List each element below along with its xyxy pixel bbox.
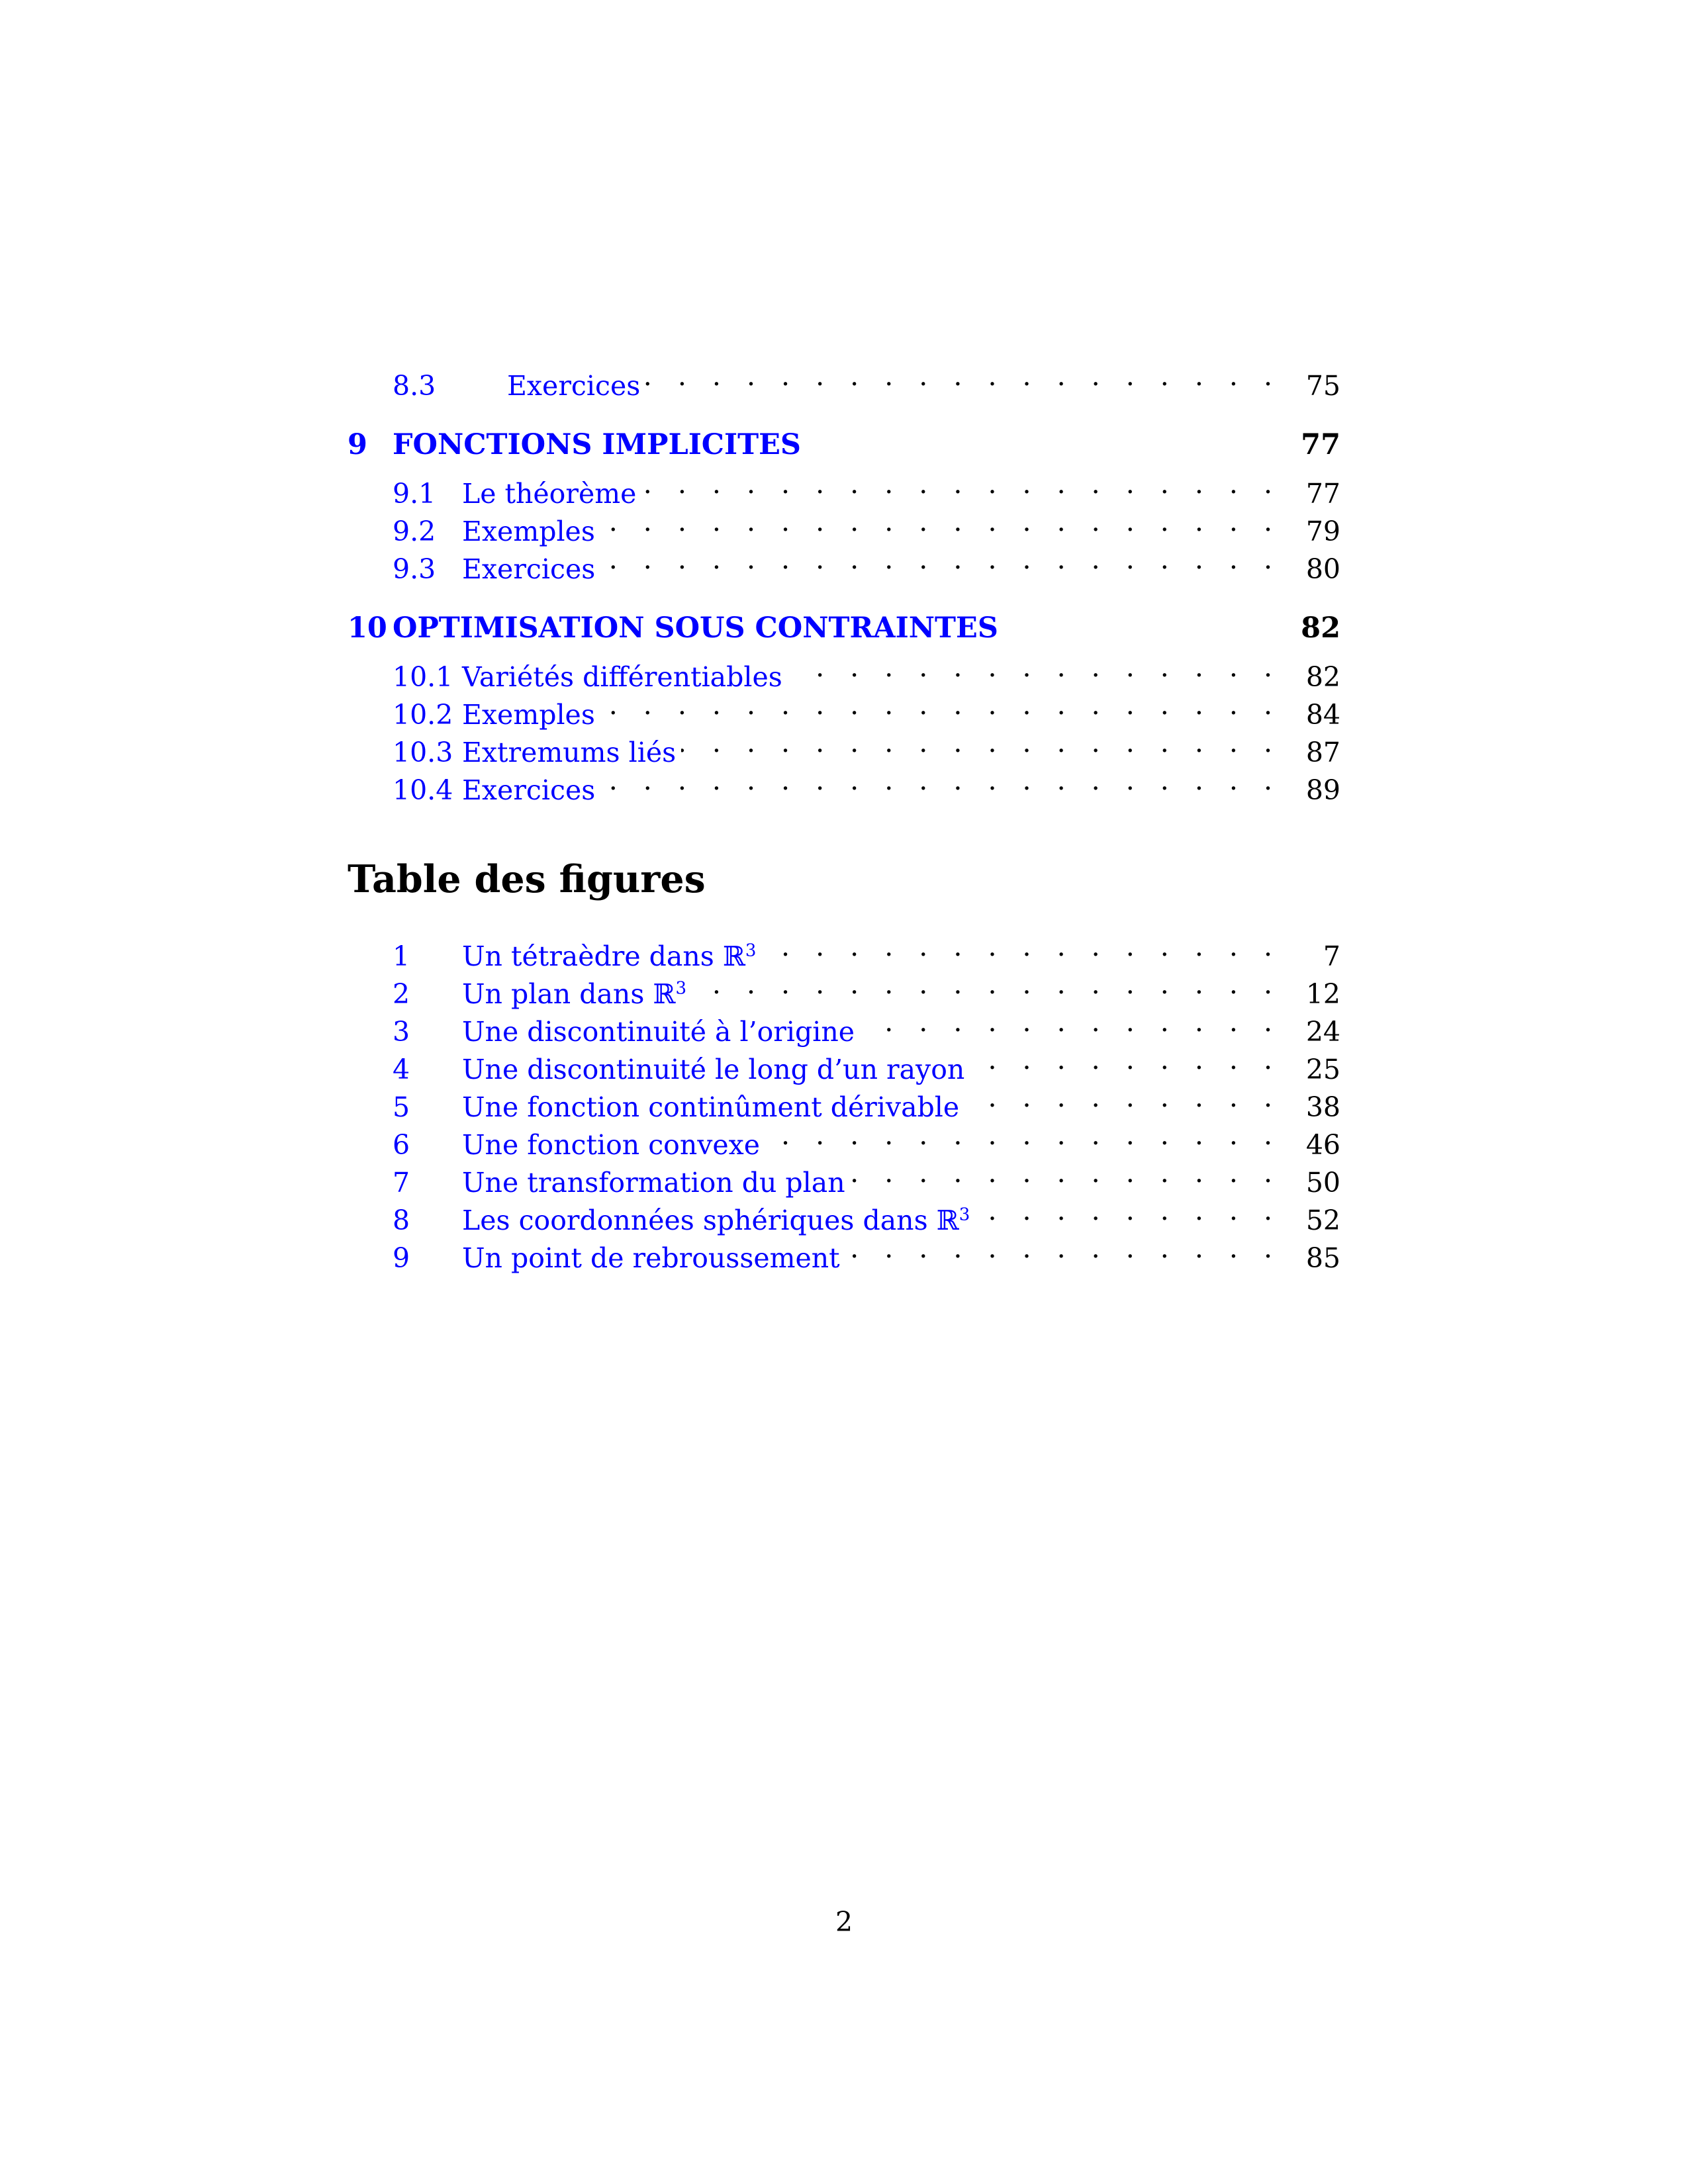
toc-entry-title[interactable]: Exemples (462, 513, 600, 551)
toc-entry-number: 10.2 (393, 699, 453, 731)
dot-leader (860, 1003, 1281, 1041)
toc-entry-number: 10.4 (393, 774, 453, 806)
dot-leader (761, 928, 1281, 966)
chapter-title[interactable]: OPTIMISATION SOUS CONTRAINTES (393, 612, 998, 645)
toc-entry-title[interactable]: Exercices (507, 367, 645, 405)
figure-title[interactable] (462, 938, 761, 976)
figure-number: 3 (393, 1016, 410, 1048)
toc-entry-9-1[interactable] (348, 465, 1340, 510)
toc-entry-page: 77 (1305, 478, 1340, 510)
toc-entry-title[interactable]: Variétés différentiables (462, 659, 788, 696)
dot-leader (851, 1154, 1281, 1192)
dot-leader (645, 357, 1281, 395)
toc-entry-10-1[interactable] (348, 649, 1340, 693)
chapter-number: 10 (348, 612, 387, 645)
toc-entry-8-3[interactable] (348, 357, 1340, 402)
toc-chapter-9[interactable] (348, 424, 1340, 465)
chapter-title[interactable]: FONCTIONS IMPLICITES (393, 428, 801, 461)
toc-entry-number: 9.1 (393, 478, 436, 510)
figure-number: 4 (393, 1054, 410, 1085)
toc-entry-title[interactable]: Exercices (462, 772, 600, 809)
dot-leader (641, 465, 1281, 503)
figure-page: 50 (1305, 1167, 1340, 1199)
figures-heading: Table des figures (348, 857, 706, 901)
toc-entry-page: 89 (1305, 774, 1340, 806)
figure-title-superscript: 3 (745, 940, 757, 961)
figure-page: 7 (1323, 940, 1340, 972)
toc-entry-page: 82 (1305, 661, 1340, 693)
figure-page: 52 (1305, 1205, 1340, 1236)
figure-number: 6 (393, 1129, 410, 1161)
toc-entry-page: 87 (1305, 737, 1340, 768)
dot-leader (600, 503, 1281, 541)
dot-leader (788, 649, 1281, 686)
dot-leader (600, 762, 1281, 799)
toc-entry-number: 8.3 (393, 370, 436, 402)
figure-title[interactable] (462, 1051, 970, 1089)
toc-entry-page: 84 (1305, 699, 1340, 731)
figure-title-text: Une discontinuité le long d’un rayon (462, 1054, 965, 1085)
document-page (348, 357, 1340, 1274)
toc-entry-title[interactable]: Exercices (462, 551, 600, 588)
figure-title[interactable] (462, 1126, 765, 1164)
toc-entry-title[interactable]: Extremums liés (462, 734, 681, 772)
dot-leader (600, 541, 1281, 578)
toc-entry-number: 9.3 (393, 553, 436, 585)
figure-title[interactable] (462, 1013, 860, 1051)
figure-title-text: Un point de rebroussement (462, 1242, 840, 1274)
figure-page: 85 (1305, 1242, 1340, 1274)
toc-entry-number: 10.3 (393, 737, 453, 768)
figure-title-text: Une fonction continûment dérivable (462, 1091, 960, 1123)
figure-title-text: Un plan dans ℝ (462, 978, 676, 1010)
figure-title-text: Un tétraèdre dans ℝ (462, 940, 745, 972)
figure-title-superscript: 3 (959, 1205, 970, 1225)
dot-leader (975, 1192, 1281, 1230)
figure-number: 7 (393, 1167, 410, 1199)
chapter-page: 82 (1301, 612, 1340, 645)
figure-title[interactable] (462, 976, 692, 1013)
toc-entry-page: 79 (1305, 516, 1340, 547)
toc-entry-number: 9.2 (393, 516, 436, 547)
figure-title-text: Une discontinuité à l’origine (462, 1016, 855, 1048)
toc-entry-title[interactable]: Le théorème (462, 475, 641, 513)
toc-entry-title[interactable]: Exemples (462, 696, 600, 734)
figure-page: 46 (1305, 1129, 1340, 1161)
figure-title-text: Une fonction convexe (462, 1129, 761, 1161)
figure-number: 2 (393, 978, 410, 1010)
figure-title[interactable] (462, 1240, 845, 1277)
figure-title-text: Une transformation du plan (462, 1167, 845, 1199)
figure-page: 38 (1305, 1091, 1340, 1123)
chapter-page: 77 (1301, 428, 1340, 461)
dot-leader (964, 1079, 1281, 1116)
figure-entry[interactable] (348, 928, 1340, 972)
figure-page: 25 (1305, 1054, 1340, 1085)
figure-title-text: Les coordonnées sphériques dans ℝ (462, 1205, 959, 1236)
toc-chapter-10[interactable] (348, 608, 1340, 649)
toc-entry-page: 80 (1305, 553, 1340, 585)
toc-entry-page: 75 (1305, 370, 1340, 402)
figures-list (348, 928, 1340, 1274)
figure-page: 12 (1305, 978, 1340, 1010)
dot-leader (692, 966, 1281, 1003)
dot-leader (681, 724, 1281, 762)
toc-entry-number: 10.1 (393, 661, 453, 693)
figure-number: 5 (393, 1091, 410, 1123)
figure-title[interactable] (462, 1164, 851, 1202)
figure-page: 24 (1305, 1016, 1340, 1048)
figure-title-superscript: 3 (675, 978, 687, 999)
figure-title[interactable] (462, 1202, 975, 1240)
dot-leader (970, 1041, 1281, 1079)
figure-number: 9 (393, 1242, 410, 1274)
figure-number: 1 (393, 940, 410, 972)
figure-title[interactable] (462, 1089, 964, 1126)
figure-number: 8 (393, 1205, 410, 1236)
chapter-number: 9 (348, 428, 367, 461)
page-number: 2 (835, 1906, 853, 1938)
